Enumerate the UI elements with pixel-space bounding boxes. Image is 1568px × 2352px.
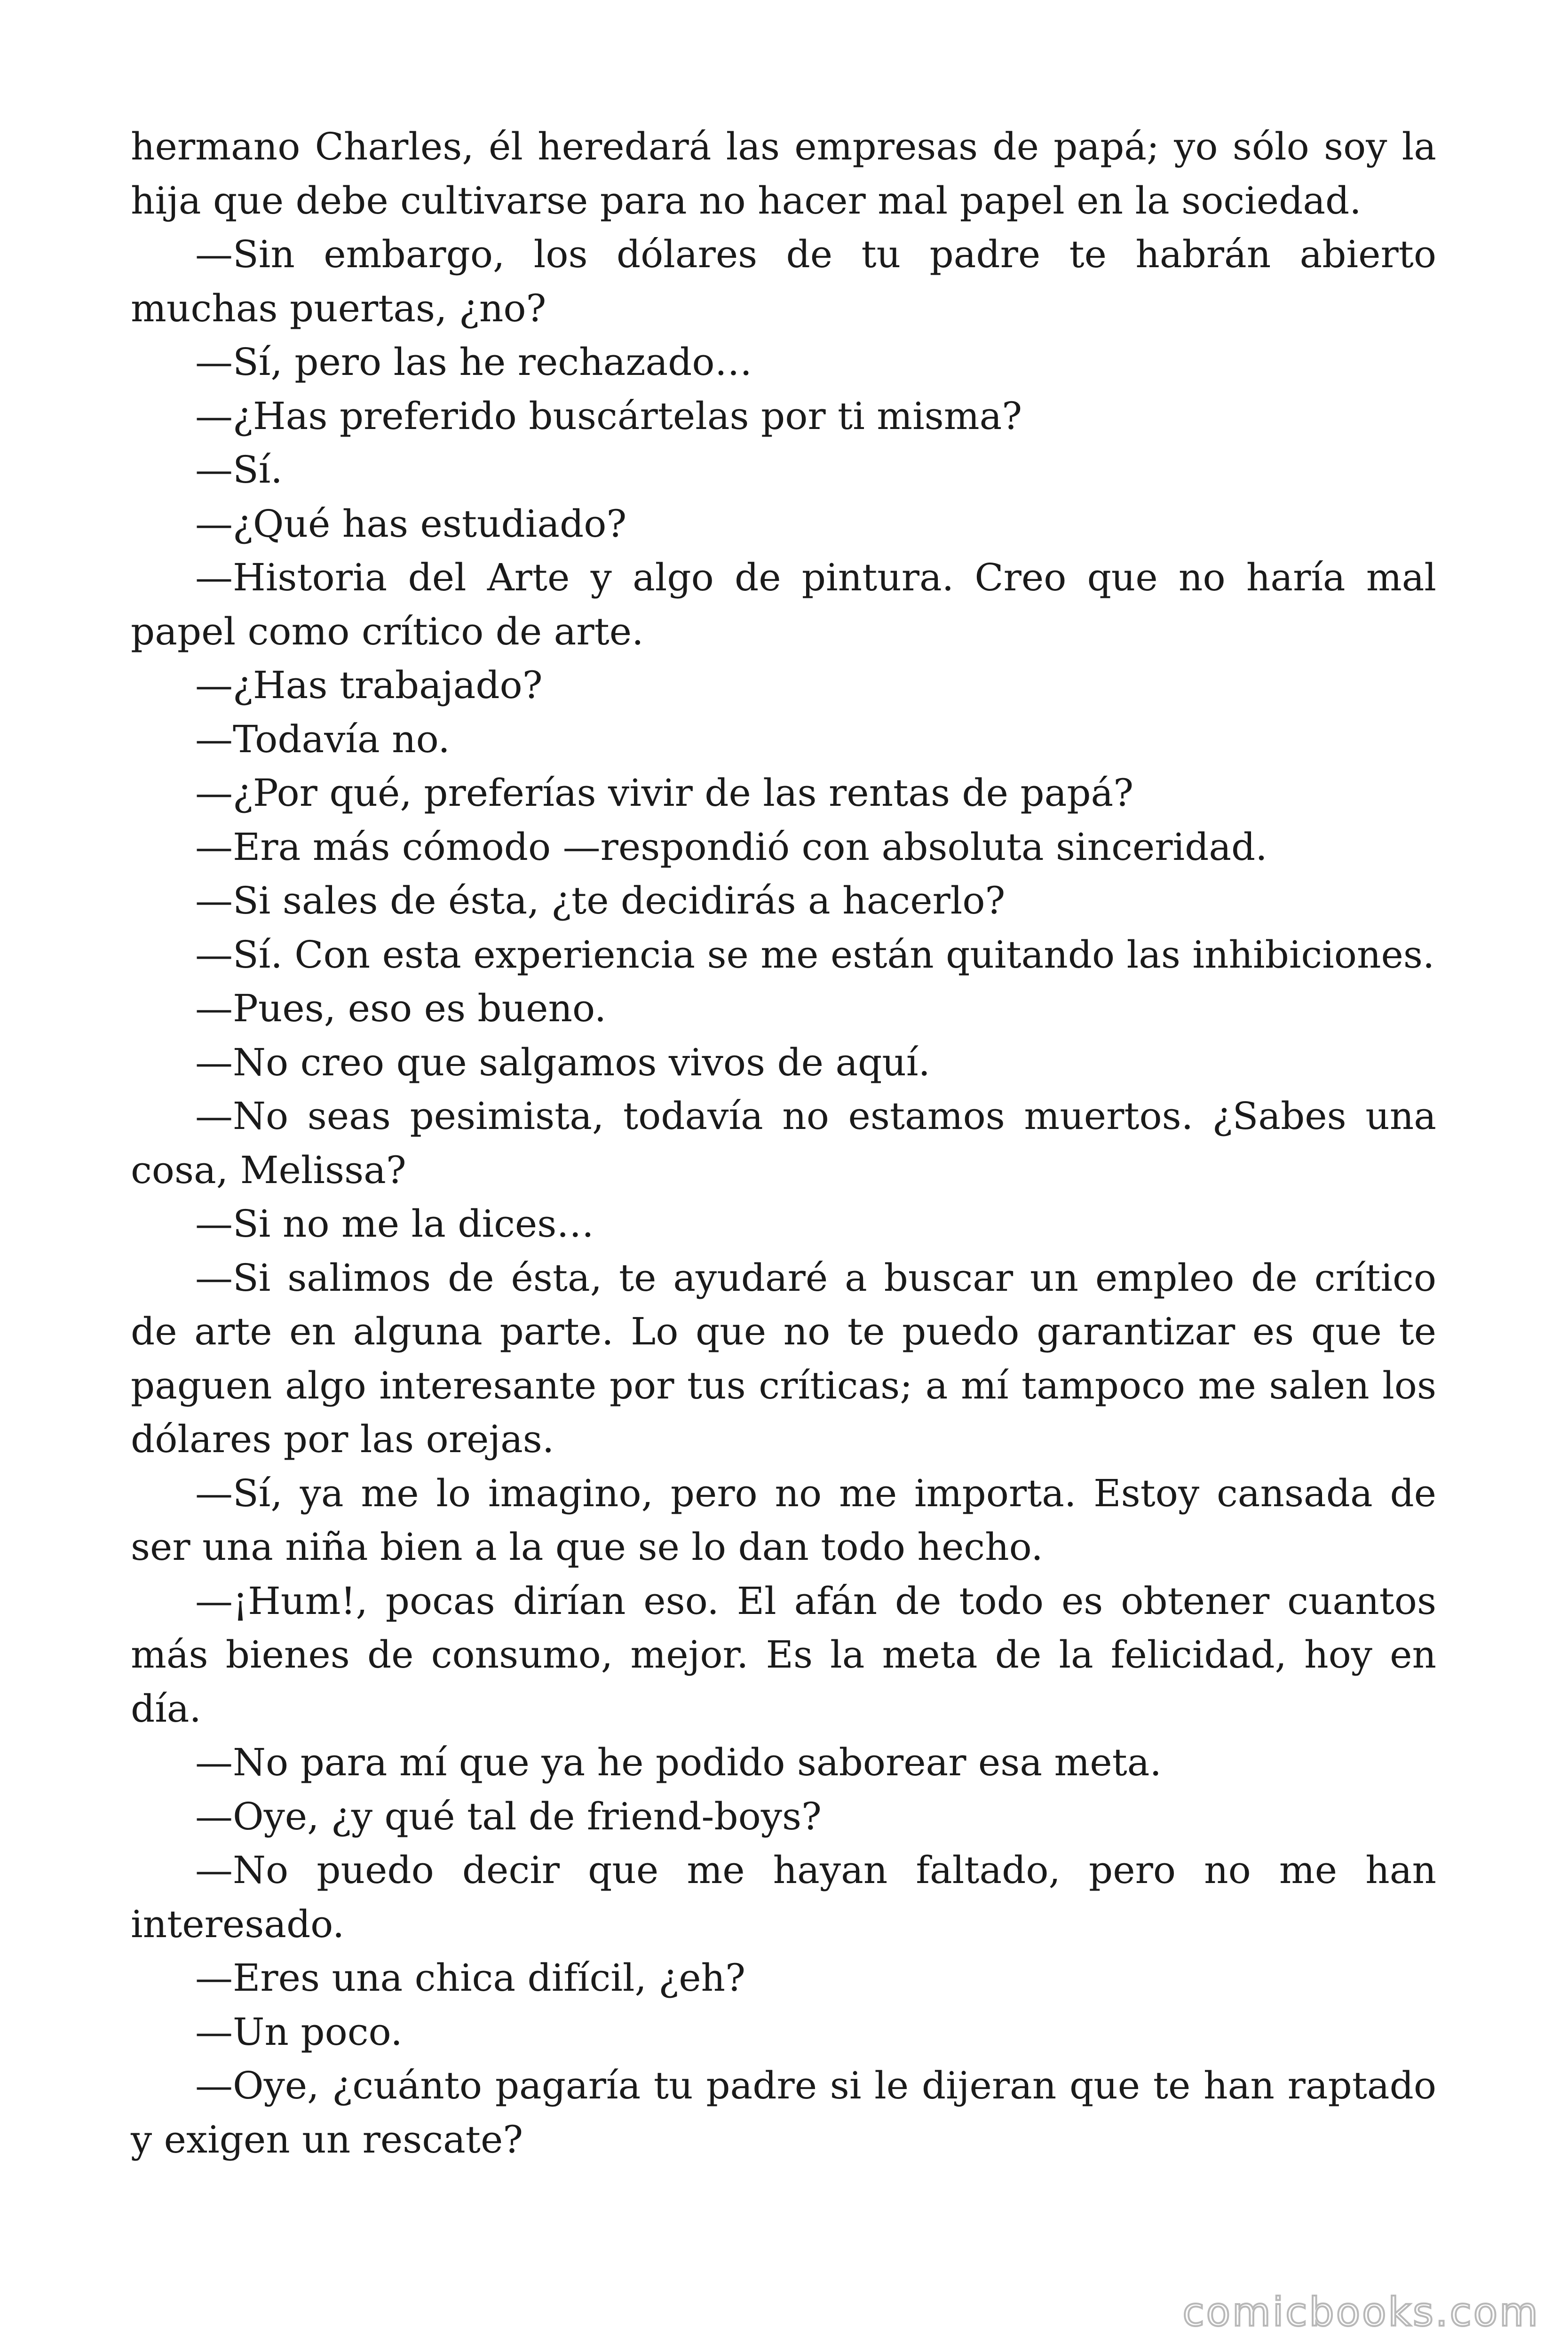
dialogue-line: —Eres una chica difícil, ¿eh? [195,1956,745,2000]
dialogue-line: —Sí. [195,448,283,492]
dialogue-line: —Sin embargo, los dólares de tu padre te habrán abierto muchas puertas, ¿no? [131,232,1436,330]
dialogue-line: —¿Has trabajado? [195,663,543,707]
dialogue-line: —Sí, pero las he rechazado… [195,340,752,384]
dialogue-line: —Era más cómodo —respondió con absoluta sinceridad. [195,825,1267,869]
dialogue-line: —Si salimos de ésta, te ayudaré a buscar un empleo de crítico de arte en alguna parte. Lo que no te puedo garantizar es que te paguen algo interesante por tus críticas; a mí tampoco me salen los dólares por las orejas. [131,1255,1436,1461]
watermark: comicbooks.com [1182,2289,1540,2335]
dialogue-line: —¿Por qué, preferías vivir de las rentas de papá? [195,771,1134,815]
dialogue-line: —No para mí que ya he podido saborear esa meta. [195,1740,1162,1784]
dialogue-line: —Un poco. [195,2010,403,2054]
body-text [131,120,1436,2167]
dialogue-line: —Sí. Con esta experiencia se me están quitando las inhibiciones. [195,932,1435,977]
dialogue-line: —¡Hum!, pocas dirían eso. El afán de todo es obtener cuantos más bienes de consumo, mejor. Es la meta de la felicidad, hoy en día. [131,1579,1436,1731]
dialogue-line: —Todavía no. [195,717,450,761]
dialogue-line: —Historia del Arte y algo de pintura. Creo que no haría mal papel como crítico de arte. [131,556,1436,653]
dialogue-line: —No puedo decir que me hayan faltado, pero no me han interesado. [131,1848,1436,1946]
dialogue-line: —No seas pesimista, todavía no estamos muertos. ¿Sabes una cosa, Melissa? [131,1094,1436,1192]
dialogue-line: —Oye, ¿cuánto pagaría tu padre si le dijeran que te han raptado y exigen un rescate? [131,2064,1436,2161]
dialogue-line: —¿Has preferido buscártelas por ti misma? [195,394,1022,438]
dialogue-line: —¿Qué has estudiado? [195,501,627,546]
dialogue-line: —Si no me la dices… [195,1202,594,1246]
dialogue-line: —Sí, ya me lo imagino, pero no me importa. Estoy cansada de ser una niña bien a la que se lo dan todo hecho. [131,1471,1436,1569]
dialogue-line: —Oye, ¿y qué tal de friend-boys? [195,1794,822,1838]
dialogue-line: —Si sales de ésta, ¿te decidirás a hacerlo? [195,879,1006,922]
dialogue-line: —No creo que salgamos vivos de aquí. [195,1040,930,1084]
dialogue-line: —Pues, eso es bueno. [195,986,607,1030]
paragraph: hermano Charles, él heredará las empresas de papá; yo sólo soy la hija que debe cultivarse para no hacer mal papel en la sociedad. [131,125,1436,222]
